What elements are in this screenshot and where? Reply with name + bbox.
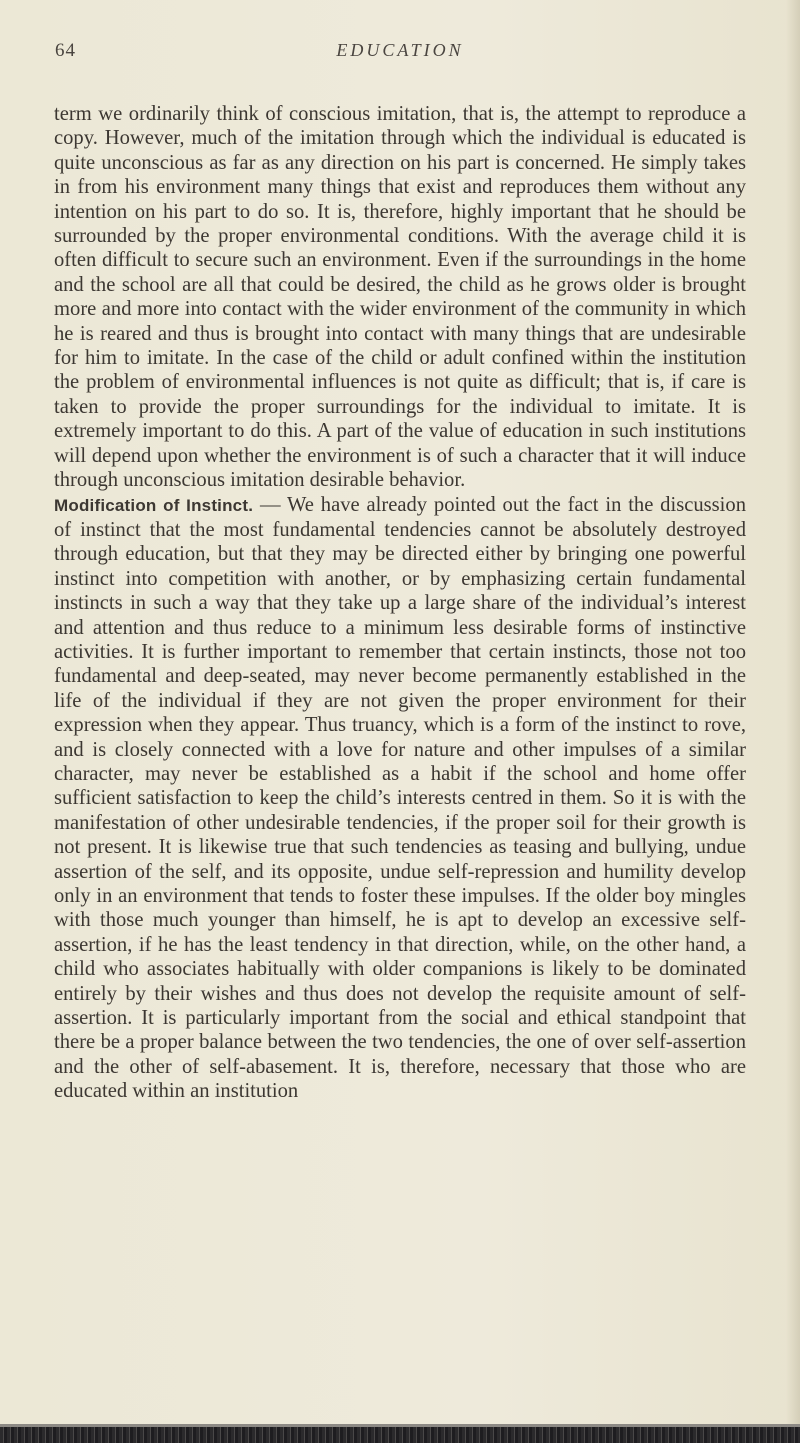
paragraph-1: term we ordinarily think of conscious imitation, that is, the attempt to reproduce a copy. However, much of the imitation through which the individual is educated is quite unconscious as far as any direction on his part is concerned. He simply takes in from his environment many things that exist and reproduces them without any intention on his part to do so. It is, therefore, highly important that he should be surrounded by the proper environmental conditions. With the average child it is often difficult to secure such an environment. Even if the surroundings in the home and the school are all that could be desired, the child as he grows older is brought more and more into contact with the wider environment of the community in which he is reared and thus is brought into contact with many things that are undesirable for him to imitate. In the case of the child or adult confined within the institution the problem of environmental influences is not quite as difficult; that is, if care is taken to provide the proper surroundings for the individual to imitate. It is extremely important to do this. A part of the value of education in such institutions will depend upon whether the environment is of such a character that it will induce through unconscious imitation desirable behavior. <box>54 103 746 492</box>
side-heading: Modification of Instinct. <box>54 495 254 515</box>
page-edge-shadow <box>786 0 800 1443</box>
paragraph-2-text: — We have already pointed out the fact in the discussion of instinct that the most fundamental tendencies cannot be absolutely destroyed through education, but that they may be directed either by bringing one powerful instinct into competition with another, or by emphasizing certain fundamental instincts in such a way that they take up a large share of the individual’s interest and attention and thus reduce to a minimum less desirable forms of instinctive activities. It is further important to remember that certain instincts, those not too fundamental and deep-seated, may never become permanently established in the life of the individual if they are not given the proper environment for their expression when they appear. Thus truancy, which is a form of the instinct to rove, and is closely connected with a love for nature and other impulses of a similar character, may never be established as a habit if the school and home offer sufficient satisfaction to keep the child’s interests centred in them. So it is with the manifestation of other undesirable tendencies, if the proper soil for their growth is not present. It is likewise true that such tendencies as teasing and bullying, undue assertion of the self, and its opposite, undue self-repression and humility develop only in an environment that tends to foster these impulses. If the older boy mingles with those much younger than himself, he is apt to develop an excessive self-assertion, if he has the least tendency in that direction, while, on the other hand, a child who associates habitually with older companions is likely to be dominated entirely by their wishes and thus does not develop the requisite amount of self-assertion. It is particularly important from the social and ethical standpoint that there be a proper balance between the two tendencies, the one of over self-assertion and the other of self-abasement. It is, therefore, necessary that those who are educated within an institution <box>54 493 746 1103</box>
body-text <box>54 102 746 1104</box>
page-number: 64 <box>55 40 76 61</box>
scan-bottom-band <box>0 1427 800 1443</box>
paragraph-2 <box>54 493 746 1104</box>
running-title: EDUCATION <box>336 40 464 60</box>
